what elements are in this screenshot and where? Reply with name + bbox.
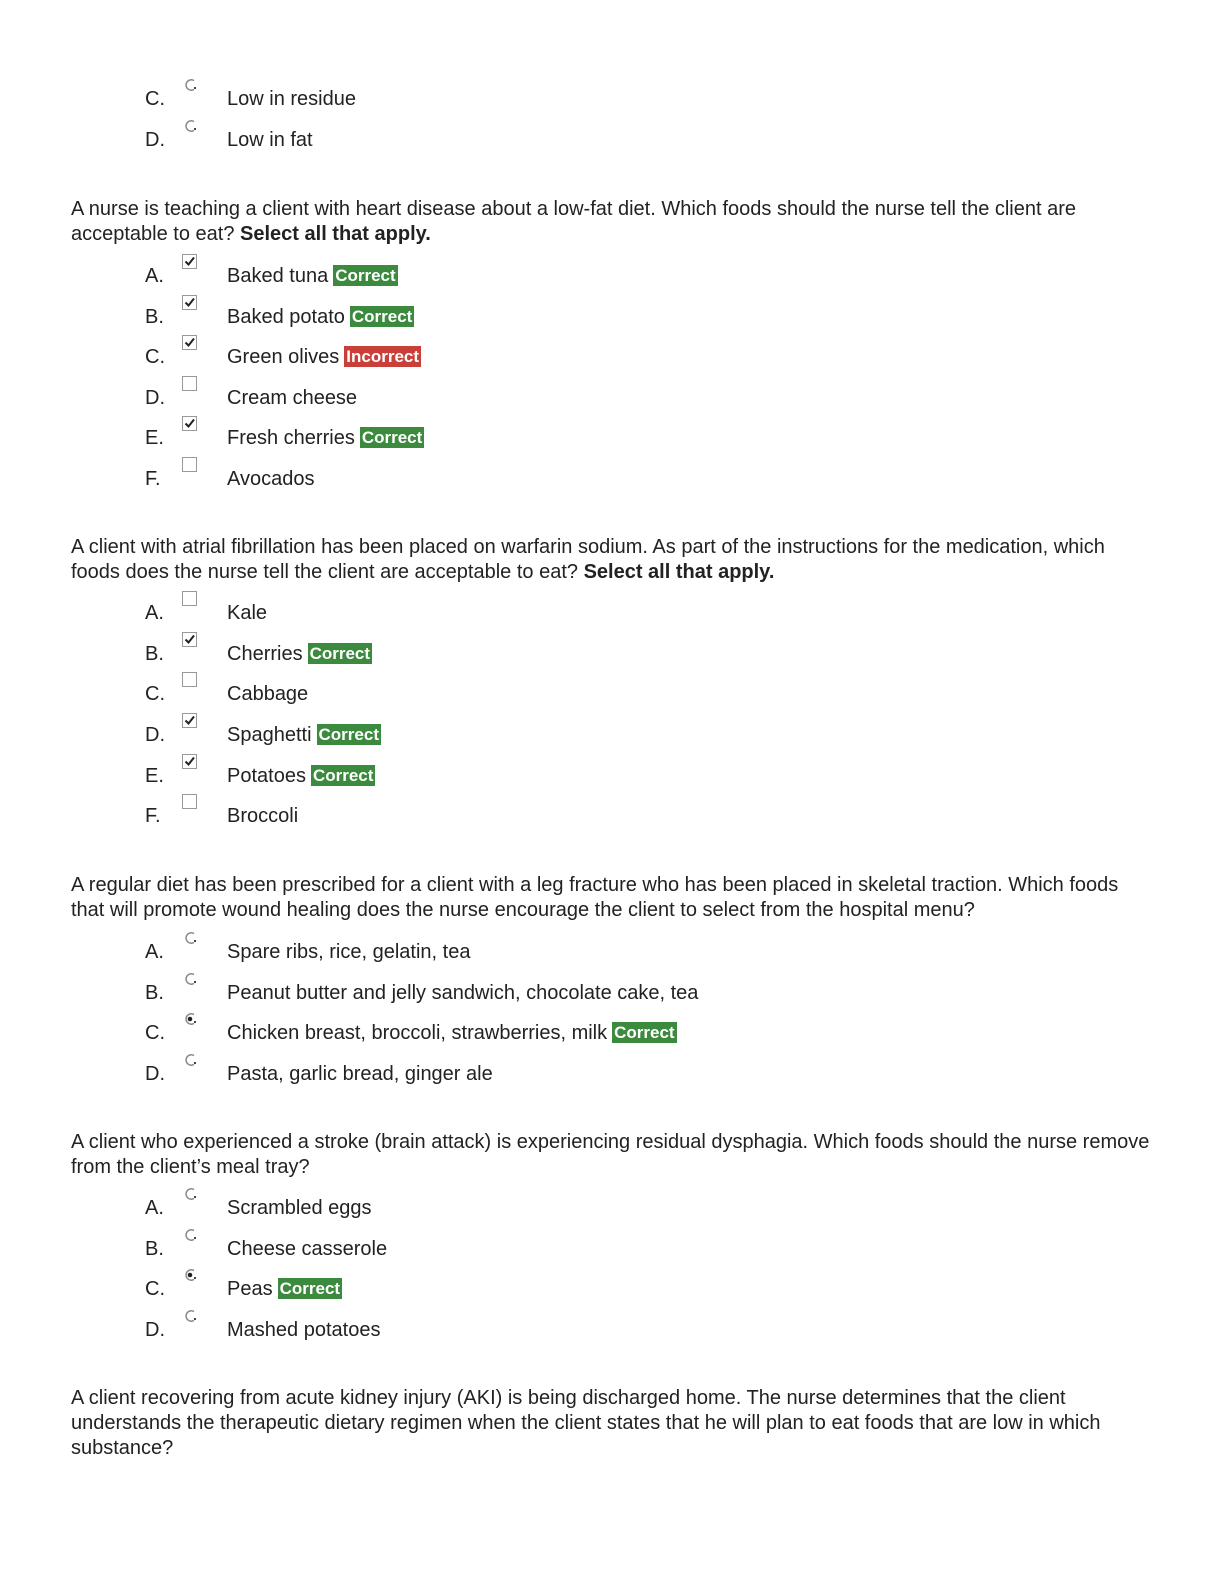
option-text: Potatoes [227,765,306,787]
checkbox[interactable] [181,294,199,312]
checkbox[interactable] [181,253,199,271]
option-text: Broccoli [227,805,299,827]
checkbox[interactable] [181,590,199,608]
question-text: A nurse is teaching a client with heart disease about a low-fat diet. Which foods should the nurse tell the client are acceptable to eat? [71,198,1077,245]
option-letter: B. [145,306,164,328]
correct-badge: Correct [614,1023,675,1042]
correct-badge: Correct [318,725,379,744]
option-letter: A. [145,265,164,287]
option-label [227,802,298,830]
radio-button[interactable] [181,1185,199,1203]
option-label [227,1194,372,1222]
option-text: Spare ribs, rice, gelatin, tea [227,941,471,963]
option-text: Baked potato [227,306,345,328]
question-stem [71,1386,1151,1461]
option-letter: C. [145,683,165,705]
option-label [227,85,356,113]
option-text: Peanut butter and jelly sandwich, chocolate cake, tea [227,982,699,1004]
question-stem [71,873,1151,923]
option-letter: D. [145,724,165,746]
option-text: Mashed potatoes [227,1319,381,1341]
option-text: Cherries [227,643,303,665]
radio-button[interactable] [181,1226,199,1244]
question-stem [71,535,1151,585]
option-label [227,599,267,627]
option-text: Peas [227,1278,273,1300]
option-letter: F. [145,805,161,827]
checkbox[interactable] [181,753,199,771]
checkbox[interactable] [181,671,199,689]
question-text: A client with atrial fibrillation has been placed on warfarin sodium. As part of the instructions for the medication, which foods does the nurse tell the client are acceptable to eat? [71,536,1105,583]
option-text: Low in fat [227,129,313,151]
option-letter: E. [145,765,164,787]
option-text: Cabbage [227,683,309,705]
radio-button[interactable] [181,1010,199,1028]
option-label [227,680,308,708]
option-text: Fresh cherries [227,427,355,449]
checkbox[interactable] [181,793,199,811]
checkbox[interactable] [181,415,199,433]
option-label [227,1235,387,1263]
checkbox[interactable] [181,456,199,474]
option-letter: D. [145,129,165,151]
option-label [227,640,372,668]
option-label [227,126,313,154]
checkbox[interactable] [181,712,199,730]
option-text: Green olives [227,346,340,368]
question-instruction: Select all that apply. [240,223,431,245]
option-letter: D. [145,387,165,409]
option-text: Pasta, garlic bread, ginger ale [227,1063,493,1085]
correct-badge: Correct [312,766,374,785]
radio-button[interactable] [181,76,199,94]
option-text: Spaghetti [227,724,312,746]
radio-button[interactable] [181,1266,199,1284]
question-stem [71,197,1151,247]
question-text: A regular diet has been prescribed for a client with a leg fracture who has been placed in skeletal traction. Which foods that will promote wound healing does the nurse encourage the client to select from the hospital menu? [71,874,1119,921]
option-text: Baked tuna [227,265,329,287]
option-label [227,424,424,452]
checkbox[interactable] [181,631,199,649]
option-text: Chicken breast, broccoli, strawberries, milk [227,1022,608,1044]
option-text: Scrambled eggs [227,1197,372,1219]
option-label [227,1316,380,1344]
radio-button[interactable] [181,929,199,947]
option-letter: B. [145,643,164,665]
option-label [227,343,421,371]
option-letter: F. [145,468,161,490]
correct-badge: Correct [361,428,423,447]
option-label [227,721,381,749]
option-label [227,262,398,290]
option-letter: B. [145,982,164,1004]
correct-badge: Correct [351,307,413,326]
radio-button[interactable] [181,970,199,988]
option-text: Low in residue [227,88,356,110]
radio-button[interactable] [181,1051,199,1069]
question-instruction: Select all that apply. [583,561,775,583]
option-text: Cheese casserole [227,1238,388,1260]
option-letter: B. [145,1238,164,1260]
option-letter: C. [145,346,165,368]
incorrect-badge: Incorrect [346,347,420,366]
option-letter: C. [145,1022,165,1044]
option-label [227,465,314,493]
question-text: A client who experienced a stroke (brain attack) is experiencing residual dysphagia. Which foods should the nurse remove from the client’s meal tray? [71,1131,1150,1178]
checkbox[interactable] [181,334,199,352]
correct-badge: Correct [335,266,396,285]
option-label [227,384,357,412]
option-text: Kale [227,602,268,624]
option-letter: D. [145,1063,165,1085]
correct-badge: Correct [309,644,371,663]
option-label [227,1060,493,1088]
correct-badge: Correct [279,1279,341,1298]
option-label [227,979,698,1007]
option-letter: A. [145,1197,164,1219]
option-letter: A. [145,941,164,963]
question-text: A client recovering from acute kidney injury (AKI) is being discharged home. The nurse determines that the client understands the therapeutic dietary regimen when the client states that he will plan to eat foods that are low in which substance? [71,1387,1101,1459]
radio-button[interactable] [181,117,199,135]
checkbox[interactable] [181,375,199,393]
radio-button[interactable] [181,1307,199,1325]
option-letter: D. [145,1319,165,1341]
option-text: Cream cheese [227,387,358,409]
option-letter: C. [145,1278,165,1300]
option-label [227,1019,677,1047]
option-letter: A. [145,602,164,624]
option-letter: E. [145,427,164,449]
option-label [227,762,375,790]
option-text: Avocados [227,468,315,490]
option-label [227,1275,342,1303]
question-stem [71,1130,1151,1180]
option-letter: C. [145,88,165,110]
option-label [227,303,414,331]
option-label [227,938,470,966]
